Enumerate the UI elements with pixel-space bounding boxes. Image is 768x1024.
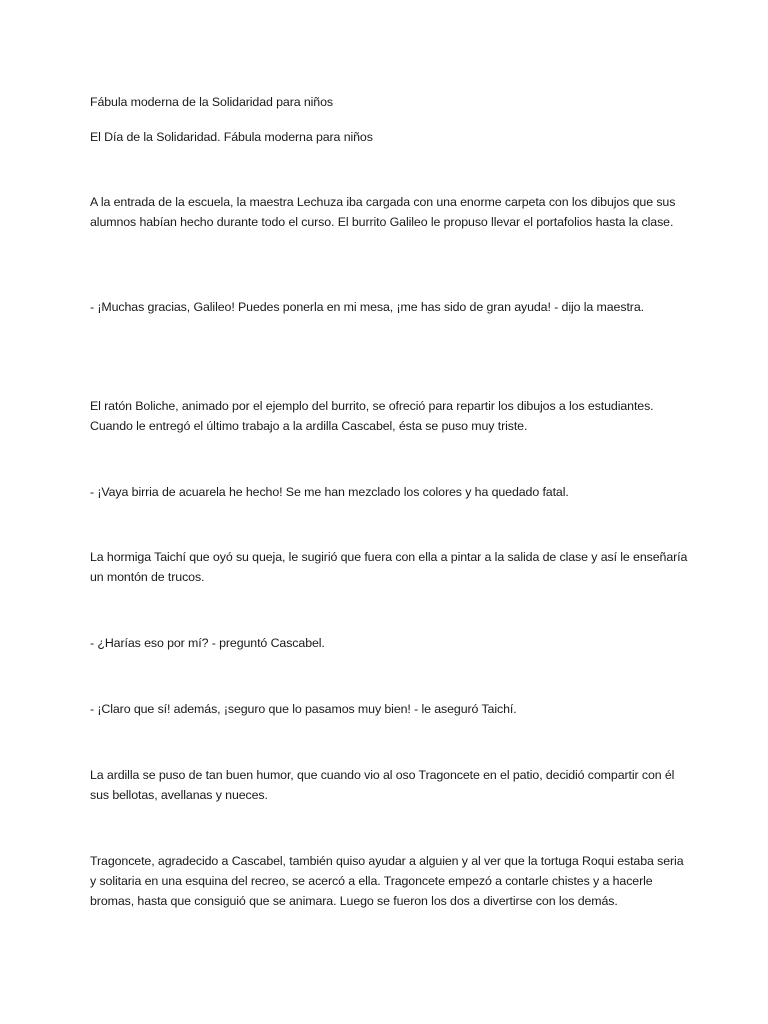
paragraph: A la entrada de la escuela, la maestra Lechuza iba cargada con una enorme carpeta con los dibujos que sus alumnos habían hecho durante todo el curso. El burrito Galileo le propuso llevar el portafolios hasta la clase. xyxy=(90,195,676,229)
dialogue-line: - ¡Vaya birria de acuarela he hecho! Se me han mezclado los colores y ha quedado fatal. xyxy=(90,485,569,499)
paragraph: Tragoncete, agradecido a Cascabel, también quiso ayudar a alguien y al ver que la tortuga Roqui estaba seria y solitaria en una esquina del recreo, se acercó a ella. Tragoncete empezó a contarle chistes y a hacerle bromas, hasta que consiguió que se animara. Luego se fueron los dos a divertirse con los demás. xyxy=(90,854,684,908)
dialogue-line: - ¿Harías eso por mí? - preguntó Cascabel. xyxy=(90,636,325,650)
document-title: Fábula moderna de la Solidaridad para niños xyxy=(90,95,333,109)
paragraph: El ratón Boliche, animado por el ejemplo del burrito, se ofreció para repartir los dibujos a los estudiantes. Cuando le entregó el último trabajo a la ardilla Cascabel, ésta se puso muy triste. xyxy=(90,399,654,433)
paragraph: La hormiga Taichí que oyó su queja, le sugirió que fuera con ella a pintar a la salida de clase y así le enseñaría un montón de trucos. xyxy=(90,550,688,584)
dialogue-line: - ¡Claro que sí! además, ¡seguro que lo pasamos muy bien! - le aseguró Taichí. xyxy=(90,702,517,716)
document-subtitle: El Día de la Solidaridad. Fábula moderna para niños xyxy=(90,130,373,144)
paragraph: La ardilla se puso de tan buen humor, que cuando vio al oso Tragoncete en el patio, decidió compartir con él sus bellotas, avellanas y nueces. xyxy=(90,768,675,802)
dialogue-line: - ¡Muchas gracias, Galileo! Puedes ponerla en mi mesa, ¡me has sido de gran ayuda! - dijo la maestra. xyxy=(90,300,644,314)
